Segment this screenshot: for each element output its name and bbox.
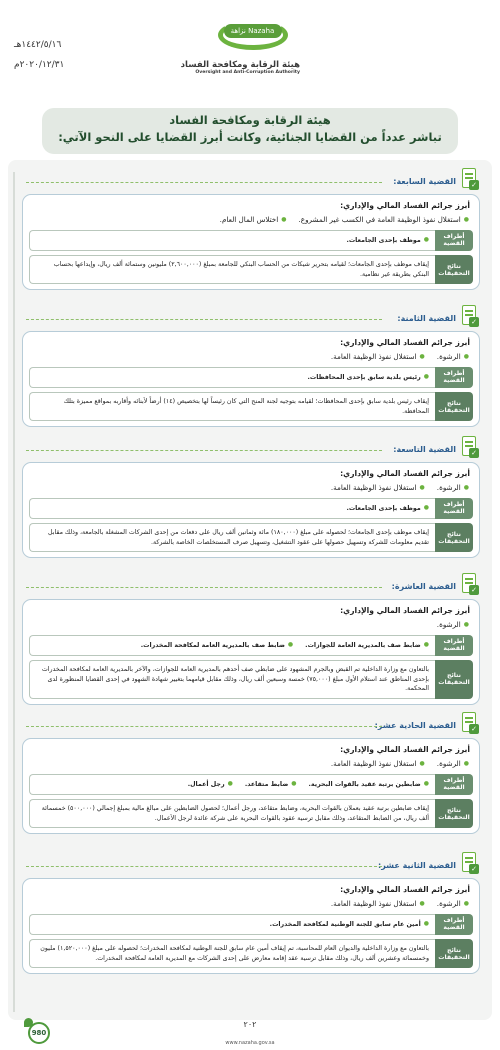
case-card [22, 462, 480, 558]
document-check-icon: ✓ [460, 852, 480, 876]
crime-item: ● اختلاس المال العام. [220, 215, 287, 224]
divider [26, 450, 382, 451]
case-title: القضية الحادية عشر: [374, 721, 456, 730]
results-value: إيقاف موظف بإحدى الجامعات؛ لحصوله على مبلغ (١٨٠,٠٠٠) مائة وثمانين ألف ريال على دفعات من إحدى الشركات المشغلة بالجامعة، وذلك مقابل تقديم معلومات للشركة وتسهيل حصولها على عقود التشغيل، وتسهيل صرف المستخلصات الخاصة بالشركة. [29, 523, 435, 553]
crime-item: ● الرشوة. [437, 620, 469, 629]
case-section [22, 168, 480, 290]
case-section [22, 712, 480, 834]
crime-item: ● استغلال نفوذ الوظيفة العامة. [331, 352, 425, 361]
hotline-badge [24, 1018, 54, 1048]
results-label: نتائج التحقيقات [435, 255, 473, 285]
parties-label: أطراف القضية [435, 635, 473, 656]
org-name-arabic: هيئة الرقابة ومكافحة الفساد [180, 60, 300, 70]
crimes-heading: أبرز جرائم الفساد المالي والإداري: [340, 469, 470, 478]
case-header [22, 436, 480, 462]
document-check-icon: ✓ [460, 436, 480, 460]
crime-item: ● استغلال نفوذ الوظيفة العامة. [331, 483, 425, 492]
case-header [22, 712, 480, 738]
crimes-heading: أبرز جرائم الفساد المالي والإداري: [340, 201, 470, 210]
crime-item: ● استغلال نفوذ الوظيفة العامة. [331, 759, 425, 768]
case-title: القضية العاشرة: [391, 582, 456, 591]
case-card [22, 738, 480, 834]
results-value: إيقاف موظف بإحدى الجامعات؛ لقيامه بتحرير شيكات من الحساب البنكي للجامعة بمبلغ (٢,٦٠٠,٠٠٠) مليونين وستمائة ألف ريال، وإيداعها بحساب البنكي بطريقة غير نظامية. [29, 255, 435, 285]
crime-item: ● استغلال نفوذ الوظيفة العامة. [331, 899, 425, 908]
divider [26, 866, 382, 867]
party-item: ● ضابطين برتبة عقيد بالقوات البحرية. [309, 779, 429, 790]
crimes-list [29, 352, 473, 361]
crimes-heading: أبرز جرائم الفساد المالي والإداري: [340, 338, 470, 347]
results-row [29, 660, 473, 699]
party-item: ● أمين عام سابق للجنة الوطنية لمكافحة المخدرات. [270, 919, 429, 930]
crimes-list [29, 759, 473, 768]
parties-row [29, 914, 473, 935]
parties-value [29, 914, 435, 935]
banner-title: هيئة الرقابة ومكافحة الفساد [169, 113, 331, 127]
case-section [22, 305, 480, 427]
results-value: بالتعاون مع وزارة الداخلية والديوان العام للمحاسبة، تم إيقاف أمين عام سابق للجنة الوطنية لمكافحة المخدرات؛ لحصوله على مبلغ (١,٥٢٠,٠٠٠) مليون وخمسمائة وعشرين ألف ريال، وذلك مقابل ترسية عقد إقامة معارض على إحدى الشركات مع المديرية العامة لمكافحة المخدرات. [29, 939, 435, 969]
crime-item: ● الرشوة. [437, 483, 469, 492]
results-value: إيقاف ضابطين برتبة عقيد بعملان بالقوات البحرية، وضابط متقاعد، ورجل أعمال؛ لحصول الضابطين على مبالغ مالية بمبلغ إجمالي (٥٠٠,٠٠٠) خمسمائة ألف ريال، من الضابط المتقاعد، وذلك مقابل ترسية عقود بالقوات البحرية على شركة عائدة لرجل الأعمال. [29, 799, 435, 829]
crimes-heading: أبرز جرائم الفساد المالي والإداري: [340, 745, 470, 754]
parties-row [29, 367, 473, 388]
crimes-heading: أبرز جرائم الفساد المالي والإداري: [340, 606, 470, 615]
crime-item: ● الرشوة. [437, 899, 469, 908]
party-item: ● رئيس بلدية سابق بإحدى المحافظات. [308, 372, 430, 383]
case-title: القضية الثامنة: [397, 314, 456, 323]
party-item: ● ضابط صف بالمديرية العامة للجوازات. [305, 640, 429, 651]
results-label: نتائج التحقيقات [435, 660, 473, 699]
org-name-english: Oversight and Anti-Corruption Authority [195, 70, 300, 75]
case-section [22, 573, 480, 705]
case-section [22, 852, 480, 974]
crime-item: ● استغلال نفوذ الوظيفة العامة في الكسب غير المشروع. [299, 215, 470, 224]
case-card [22, 599, 480, 705]
page-header [0, 0, 500, 100]
results-value: إيقاف رئيس بلدية سابق بإحدى المحافظات؛ لقيامه بتوجيه لجنة المنح التي كان رئيساً لها بتخصيص (١٤) أرضاً لأبنائه وأقاربه بمواقع مميزة بتلك المحافظة. [29, 392, 435, 422]
nazaha-logo [180, 10, 300, 92]
parties-label: أطراف القضية [435, 774, 473, 795]
party-item: ● رجل أعمال. [188, 779, 233, 790]
results-row [29, 392, 473, 422]
parties-value [29, 774, 435, 795]
case-title: القضية التاسعة: [393, 445, 456, 454]
date-hijri: ١٤٤٢/٥/١٦هـ [14, 40, 62, 50]
case-header [22, 852, 480, 878]
case-title: القضية الثانية عشر: [378, 861, 456, 870]
parties-value [29, 635, 435, 656]
divider [26, 587, 382, 588]
results-row [29, 255, 473, 285]
results-row [29, 939, 473, 969]
case-section [22, 436, 480, 558]
results-label: نتائج التحقيقات [435, 392, 473, 422]
crimes-list [29, 899, 473, 908]
timeline-line [13, 172, 15, 1012]
case-card [22, 194, 480, 290]
parties-row [29, 498, 473, 519]
crime-item: ● الرشوة. [437, 759, 469, 768]
results-label: نتائج التحقيقات [435, 523, 473, 553]
case-card [22, 878, 480, 974]
crimes-list [29, 620, 473, 629]
parties-row [29, 230, 473, 251]
banner-subtitle: تباشر عدداً من القضايا الجنائية، وكانت أبرز القضايا على النحو الآتي: [58, 130, 442, 144]
document-check-icon: ✓ [460, 168, 480, 192]
website-url: www.nazaha.gov.sa [225, 1040, 275, 1046]
results-label: نتائج التحقيقات [435, 939, 473, 969]
date-gregorian: ٢٠٢٠/١٢/٣١م [14, 60, 65, 70]
results-row [29, 523, 473, 553]
party-item: ● موظف بإحدى الجامعات. [346, 235, 429, 246]
crimes-list [29, 215, 473, 224]
case-title: القضية السابعة: [393, 177, 456, 186]
parties-label: أطراف القضية [435, 914, 473, 935]
results-label: نتائج التحقيقات [435, 799, 473, 829]
parties-row [29, 774, 473, 795]
parties-label: أطراف القضية [435, 498, 473, 519]
case-header [22, 573, 480, 599]
logo-emblem [218, 10, 288, 54]
page-number: ٢٠٢ [243, 1020, 257, 1029]
crimes-heading: أبرز جرائم الفساد المالي والإداري: [340, 885, 470, 894]
case-header [22, 168, 480, 194]
divider [26, 182, 382, 183]
crime-item: ● الرشوة. [437, 352, 469, 361]
party-item: ● ضابط صف بالمديرية العامة لمكافحة المخدرات. [141, 640, 293, 651]
hotline-number: 980 [28, 1022, 50, 1044]
case-header [22, 305, 480, 331]
parties-label: أطراف القضية [435, 367, 473, 388]
divider [26, 319, 382, 320]
document-check-icon: ✓ [460, 573, 480, 597]
case-card [22, 331, 480, 427]
crimes-list [29, 483, 473, 492]
parties-label: أطراف القضية [435, 230, 473, 251]
document-check-icon: ✓ [460, 712, 480, 736]
parties-value [29, 367, 435, 388]
party-item: ● ضابط متقاعد. [245, 779, 297, 790]
document-check-icon: ✓ [460, 305, 480, 329]
results-value: بالتعاون مع وزارة الداخلية تم القبض وبالجرم المشهود على ضابطي صف أحدهم بالمديرية العامة للجوازات، والآخر بالمديرية العامة لمكافحة المخدرات بإحدى المناطق عند استلام الأول مبلغ (٧٥,٠٠٠) خمسة وسبعين ألف ريال، وذلك مقابل قيامهما بتغيير شهادة الشهود في إحدى القضايا المنظورة لدى المحكمة. [29, 660, 435, 699]
parties-row [29, 635, 473, 656]
results-row [29, 799, 473, 829]
parties-value [29, 230, 435, 251]
parties-value [29, 498, 435, 519]
party-item: ● موظف بإحدى الجامعات. [346, 503, 429, 514]
divider [26, 726, 382, 727]
title-banner [42, 108, 458, 154]
logo-wordmark: Nazaha نزاهة [224, 24, 282, 38]
